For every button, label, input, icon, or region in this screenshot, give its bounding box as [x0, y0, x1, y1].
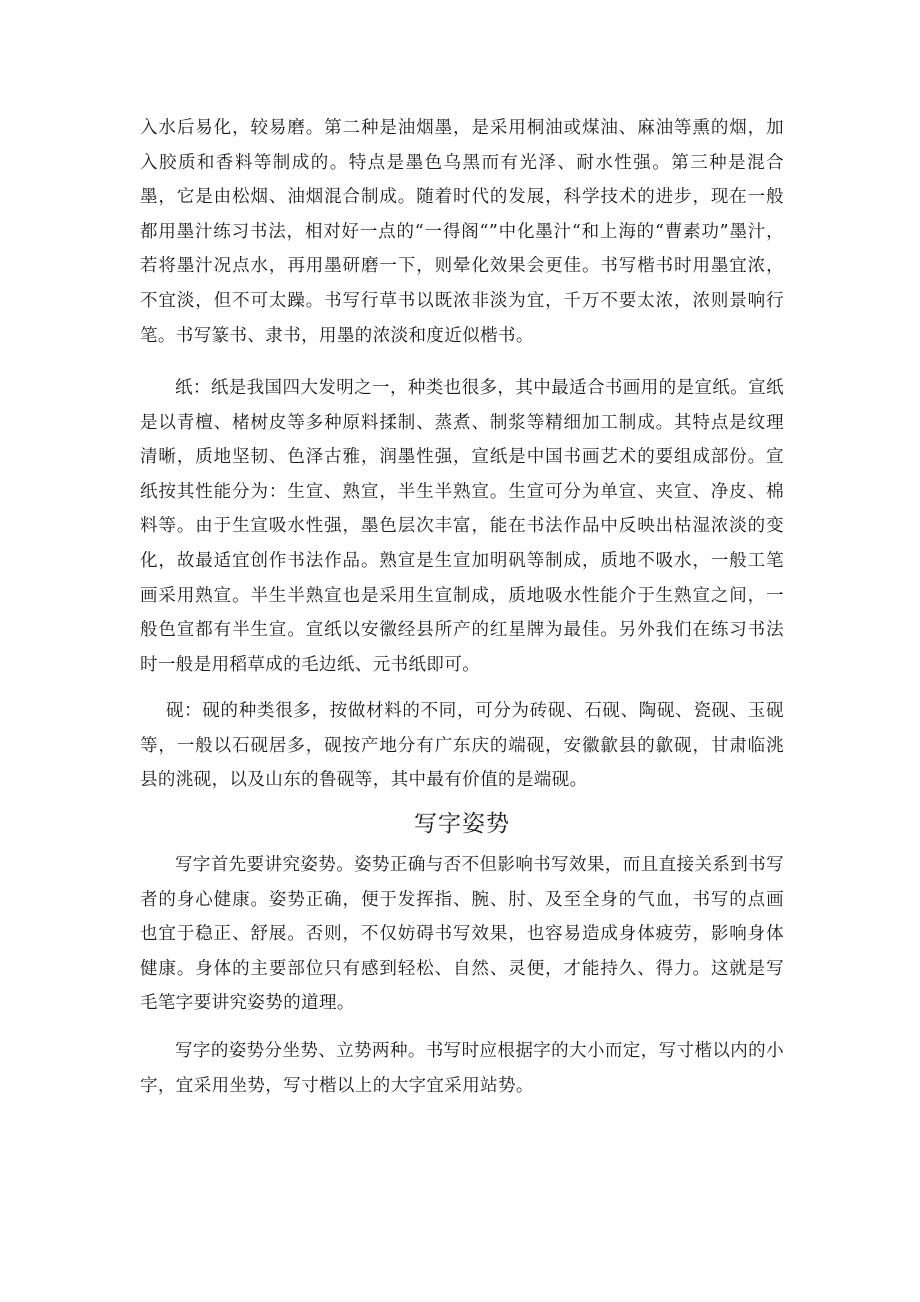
paragraph-inkstone [140, 694, 784, 798]
paragraph-paper [140, 371, 784, 682]
paragraph-posture-types [140, 1034, 784, 1103]
paragraph-text: 入水后易化，较易磨。第二种是油烟墨，是采用桐油或煤油、麻油等熏的烟，加入胶质和香料等制成的。特点是墨色乌黑而有光泽、耐水性强。第三种是混合墨，它是由松烟、油烟混合制成。随着时代的发展，科学技术的进步，现在一般都用墨汁练习书法，相对好一点的“一得阁“”中化墨汁“和上海的“曹素功”墨汁，若将墨汁况点水，再用墨研磨一下，则晕化效果会更佳。书写楷书时用墨宜浓，不宜淡，但不可太躁。书写行草书以既浓非淡为宜，千万不要太浓，浓则景响行笔。书写篆书、隶书，用墨的浓淡和度近似楷书。 [140, 118, 784, 346]
paragraph-text: 写字的姿势分坐势、立势两种。书写时应根据字的大小而定，写寸楷以内的小字，宜采用坐势，写寸楷以上的大字宜采用站势。 [140, 1041, 784, 1096]
section-heading-posture: 写字姿势 [414, 811, 510, 837]
paragraph-text: 写字首先要讲究姿势。姿势正确与否不但影响书写效果，而且直接关系到书写者的身心健康。姿势正确，便于发挥指、腕、肘、及至全身的气血，书写的点画也宜于稳正、舒展。否则，不仅妨碍书写效果，也容易造成身体疲劳，影响身体健康。身体的主要部位只有感到轻松、自然、灵便，才能持久、得力。这就是写毛笔字要讲究姿势的道理。 [140, 855, 784, 1014]
paragraph-ink-types [140, 111, 784, 353]
paragraph-posture-intro [140, 848, 784, 1021]
paragraph-text: 砚：砚的种类很多，按做材料的不同，可分为砖砚、石砚、陶砚、瓷砚、玉砚等，一般以石砚居多，砚按产地分有广东庆的端砚，安徽歙县的歙砚，甘肃临洮县的洮砚，以及山东的鲁砚等，其中最有价值的是端砚。 [140, 701, 784, 791]
paragraph-text: 纸：纸是我国四大发明之一，种类也很多，其中最适合书画用的是宣纸。宣纸是以青檀、楮树皮等多种原料揉制、蒸煮、制浆等精细加工制成。其特点是纹理清晰，质地坚韧、色泽古雅，润墨性强，宣纸是中国书画艺术的要组成部份。宣纸按其性能分为：生宣、熟宣，半生半熟宣。生宣可分为单宣、夹宣、净皮、棉料等。由于生宣吸水性强，墨色层次丰富，能在书法作品中反映出枯湿浓淡的变化，故最适宜创作书法作品。熟宣是生宣加明矾等制成，质地不吸水，一般工笔画采用熟宣。半生半熟宣也是采用生宣制成，质地吸水性能介于生熟宣之间，一般色宣都有半生宣。宣纸以安徽经县所产的红星牌为最佳。另外我们在练习书法时一般是用稻草成的毛边纸、元书纸即可。 [140, 378, 784, 675]
